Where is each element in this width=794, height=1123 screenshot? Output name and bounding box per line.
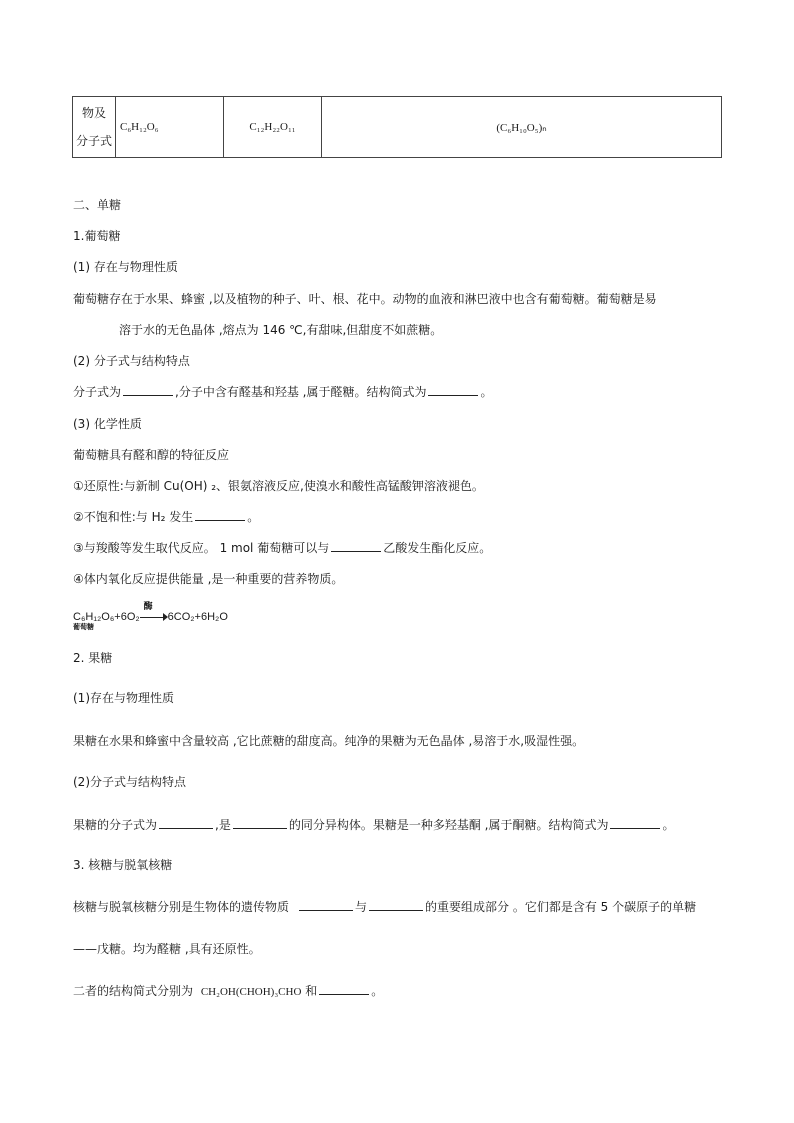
equation-under-label: 葡萄糖	[73, 624, 94, 631]
enzyme-label: 酶	[143, 601, 153, 611]
glucose-item-3	[73, 540, 491, 556]
glucose-subheading-2: (2) 分子式与结构特点	[73, 354, 190, 368]
glucose-item-4: ④体内氧化反应提供能量 ,是一种重要的营养物质。	[73, 572, 344, 586]
fill-blank[interactable]	[319, 983, 369, 995]
sucrose-formula-cell: C₁₂H₂₂O₁₁	[224, 97, 322, 158]
ribose-heading: 3. 核糖与脱氧核糖	[73, 858, 173, 872]
ribose-paragraph-2: ——戊糖。均为醛糖 ,具有还原性。	[73, 942, 261, 956]
text: ,是	[215, 818, 231, 832]
ribose-paragraph-1	[73, 899, 696, 915]
fill-blank[interactable]	[195, 509, 245, 521]
text: 二者的结构简式分别为	[73, 984, 194, 998]
header-line-2: 分子式	[75, 134, 112, 148]
equation-left: C₆H₁₂O₆+6O₂	[73, 610, 140, 623]
header-line-1: 物及	[81, 106, 106, 120]
glucose-subheading-3: (3) 化学性质	[73, 417, 142, 431]
formula-table	[72, 96, 722, 158]
glucose-item-1: ①还原性:与新制 Cu(OH) ₂、银氨溶液反应,使溴水和酸性高锰酸钾溶液褪色。	[73, 479, 484, 493]
text: 。	[662, 818, 675, 832]
text: 乙酸发生酯化反应。	[383, 541, 492, 555]
text: 分子式为	[73, 385, 122, 399]
fill-blank[interactable]	[610, 817, 660, 829]
table-header-cell	[73, 97, 116, 158]
text: 的同分异构体。果糖是一种多羟基酮 ,属于酮糖。结构简式为	[288, 818, 609, 832]
fructose-paragraph-1: 果糖在水果和蜂蜜中含量较高 ,它比蔗糖的甜度高。纯净的果糖为无色晶体 ,易溶于水,吸湿性强。	[73, 734, 585, 748]
glucose-paragraph-2	[73, 384, 492, 400]
equation-right: 6CO₂+6H₂O	[167, 610, 228, 623]
fill-blank[interactable]	[123, 384, 173, 396]
text: 核糖与脱氧核糖分别是生物体的遗传物质	[73, 900, 290, 914]
fructose-subheading-2: (2)分子式与结构特点	[73, 775, 186, 789]
fill-blank[interactable]	[428, 384, 478, 396]
text: 和	[305, 984, 318, 998]
section-title: 二、单糖	[73, 198, 122, 212]
ribose-paragraph-3	[73, 983, 383, 1000]
text: 。	[480, 385, 493, 399]
table-row	[73, 97, 722, 158]
text: 。	[247, 510, 260, 524]
glucose-subheading-1: (1) 存在与物理性质	[73, 260, 178, 274]
fill-blank[interactable]	[299, 899, 353, 911]
text: ,分子中含有醛基和羟基 ,属于醛糖。结构简式为	[175, 385, 427, 399]
glucose-item-2	[73, 509, 259, 525]
glucose-paragraph-1a: 葡萄糖存在于水果、蜂蜜 ,以及植物的种子、叶、根、花中。动物的血液和淋巴液中也含有葡萄糖。葡萄糖是易	[73, 292, 657, 306]
text: 。	[371, 984, 384, 998]
text: 的重要组成部分 。它们都是含有 5 个碳原子的单糖	[425, 900, 697, 914]
text: ③与羧酸等发生取代反应。 1 mol 葡萄糖可以与	[73, 541, 330, 555]
oxidation-equation	[73, 601, 228, 631]
fill-blank[interactable]	[159, 817, 213, 829]
ribose-formula: CH₂OH(CHOH)₃CHO	[200, 986, 302, 998]
glucose-paragraph-3: 葡萄糖具有醛和醇的特征反应	[73, 448, 230, 462]
glucose-formula-cell: C₆H₁₂O₆	[116, 97, 224, 158]
arrow-head-icon	[163, 613, 168, 621]
fill-blank[interactable]	[369, 899, 423, 911]
text: 与	[355, 900, 368, 914]
polysaccharide-formula-cell: (C₆H₁₀O₅)ₙ	[322, 97, 722, 158]
glucose-paragraph-1b: 溶于水的无色晶体 ,熔点为 146 ℃,有甜味,但甜度不如蔗糖。	[119, 323, 443, 337]
text: 果糖的分子式为	[73, 818, 158, 832]
fructose-subheading-1: (1)存在与物理性质	[73, 691, 174, 705]
text: ②不饱和性:与 H₂ 发生	[73, 510, 194, 524]
reaction-arrow	[140, 601, 168, 624]
fructose-heading: 2. 果糖	[73, 651, 113, 665]
fill-blank[interactable]	[331, 540, 381, 552]
glucose-heading: 1.葡萄糖	[73, 229, 121, 243]
fill-blank[interactable]	[233, 817, 287, 829]
fructose-paragraph-2	[73, 817, 675, 833]
